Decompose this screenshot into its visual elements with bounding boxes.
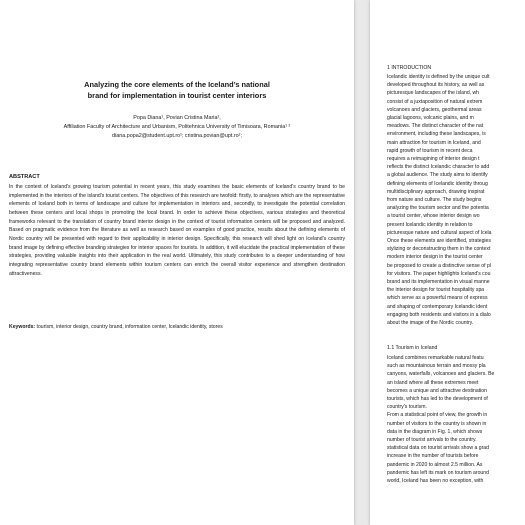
text-line: which serve as a powerful means of express — [387, 295, 488, 302]
text-line: data in the diagram in Fig. 1, which shows — [387, 428, 483, 435]
text-line: From a statistical point of view, the growth in — [387, 412, 488, 419]
text-line: world, Iceland has been no exception, with — [387, 478, 484, 485]
text-line: Once these elements are identified, strategies — [387, 238, 491, 245]
text-line: the interior design for tourist hospitality spa — [387, 287, 485, 294]
text-line: multidisciplinary approach, drawing inspirat — [387, 188, 485, 195]
text-line: stylizing or deconstructing them in the context — [387, 246, 491, 253]
text-line: defining elements of Icelandic identity throug — [387, 180, 488, 187]
authors: Popa Diana¹, Povian Cristina Maria², — [133, 115, 221, 121]
text-line: meadows. The distinct character of the nat — [387, 123, 484, 130]
intro-heading: 1 INTRODUCTION — [387, 65, 432, 71]
text-line: statistical data on tourist arrivals show a grad — [387, 445, 489, 452]
text-line: number of visitors to the country is shown in — [387, 420, 487, 427]
section-heading-tourism: 1.1 Tourism in Iceland — [387, 345, 438, 351]
text-line: such as mountainous terrain and mossy pla — [387, 363, 486, 370]
paper-title-line-1: Analyzing the core elements of the Iceland’s national — [84, 80, 270, 89]
text-line: number of tourist arrivals to the country. — [387, 437, 477, 444]
text-line: reflects the distinct Icelandic character to add — [387, 164, 490, 171]
text-line: pandemic has left its mark on tourism around — [387, 469, 489, 476]
text-line: consist of a juxtaposition of natural extrem — [387, 98, 483, 105]
text-line: pandemic in 2020 to almost 2.5 million. As — [387, 461, 483, 468]
text-line: Iceland combines remarkable natural featu — [387, 355, 484, 361]
text-line: Icelandic identity is defined by the unique cult — [387, 74, 490, 80]
text-line: present Icelandic identity in relation to — [387, 221, 473, 228]
keywords-text: tourism, interior design, country brand, information center, Icelandic identity, stores — [35, 324, 223, 330]
text-line: becomes a unique and attractive destination — [387, 387, 487, 394]
paper-page-right — [370, 0, 525, 525]
affiliation: Affiliation Faculty of Architecture and Urbanism, Politehnica University of Timisoara, Romania¹ ² — [63, 124, 291, 131]
abstract-text: In the context of Iceland's growing tourism potential in recent years, this study examines the basic elements of Iceland's country brand to be implemented in the interiors of the island's tourist centers. The objectives of this research are twofold: firstly, to analyses which are the representative elements of Iceland both in terms of landscape and culture for implementation in interiors and, secondly, to investigate the potential correlation between these centers and local shops in promoting the local brand. In order to achieve these objectives, various strategies and theoretical frameworks relevant to the translation of country brand interior design in the context of tourist information centers will be proposed and analyzed. Based on pragmatic evidence from the literature as well as research based on examples of good practice, results about the defining elements of Nordic country will be presented with regard to their applicability in interior design. Specifically, this research will shed light on Iceland's country brand image by defining effective branding strategies for interior spaces for tourists. In addition, it will elucidate the practical implementation of these strategies, providing valuable insights into their application in the real world. Ultimately, this study contributes to a deeper understanding of how integrating representative country brand elements within tourism centers can enrich the overall visitor experience and strengthen destination attractiveness. — [9, 184, 345, 277]
text-line: requires a reimagining of interior design t — [387, 156, 480, 163]
tourism-paragraph — [387, 354, 525, 485]
author-block — [0, 114, 354, 142]
text-line: rapid growth of tourism in recent deca — [387, 147, 473, 154]
text-line: a global audience. The study aims to identify — [387, 172, 488, 179]
paper-title — [0, 80, 354, 101]
text-line: developed throughout its history, as well as — [387, 82, 485, 89]
text-line: from nature and culture. The study begins — [387, 197, 482, 204]
text-line: engaging both residents and visitors in a dialo — [387, 311, 491, 318]
text-line: for visitors. The paper highlights Iceland's cou — [387, 270, 491, 277]
text-line: environment, including these landscapes, is — [387, 131, 486, 138]
abstract-heading: ABSTRACT — [9, 174, 40, 180]
keywords-label: Keywords: — [9, 324, 36, 330]
text-line: brand and its implementation in visual manne — [387, 279, 490, 286]
author-emails: diana.popa2@student.upt.ro¹; cristina.povian@upt.ro²; — [112, 133, 242, 140]
text-line: increase in the number of tourists before — [387, 453, 479, 460]
text-line: picturesque landscapes of the island, wh — [387, 90, 480, 97]
text-line: tourists, which has led to the development of — [387, 396, 488, 403]
text-line: country's tourism. — [387, 404, 427, 411]
text-line: an island where all these extremes meet — [387, 379, 479, 386]
text-line: analyzing the tourism sector and the potentia — [387, 205, 489, 212]
text-line: canyons, waterfalls, volcanoes and glaciers. Be — [387, 371, 495, 378]
text-line: and shaping of contemporary Icelandic ident — [387, 303, 488, 310]
text-line: picturesque nature and cultural aspect of Icela — [387, 229, 492, 236]
text-line: be proposed to create a distinctive sense of pl — [387, 262, 491, 269]
text-line: modern interior design in the tourist center — [387, 254, 483, 261]
text-line: volcanoes and glaciers, geothermal areas — [387, 106, 482, 113]
text-line: main attraction for tourism in Iceland, and — [387, 139, 481, 146]
keywords — [9, 323, 345, 332]
paper-title-line-2: brand for implementation in tourist center interiors — [87, 90, 267, 100]
text-line: glacial lagoons, volcanic plains, and m — [387, 115, 474, 122]
intro-paragraph — [387, 73, 525, 327]
text-line: a tourist center, whose interior design wo — [387, 213, 480, 220]
text-line: about the image of the Nordic country. — [387, 320, 474, 327]
